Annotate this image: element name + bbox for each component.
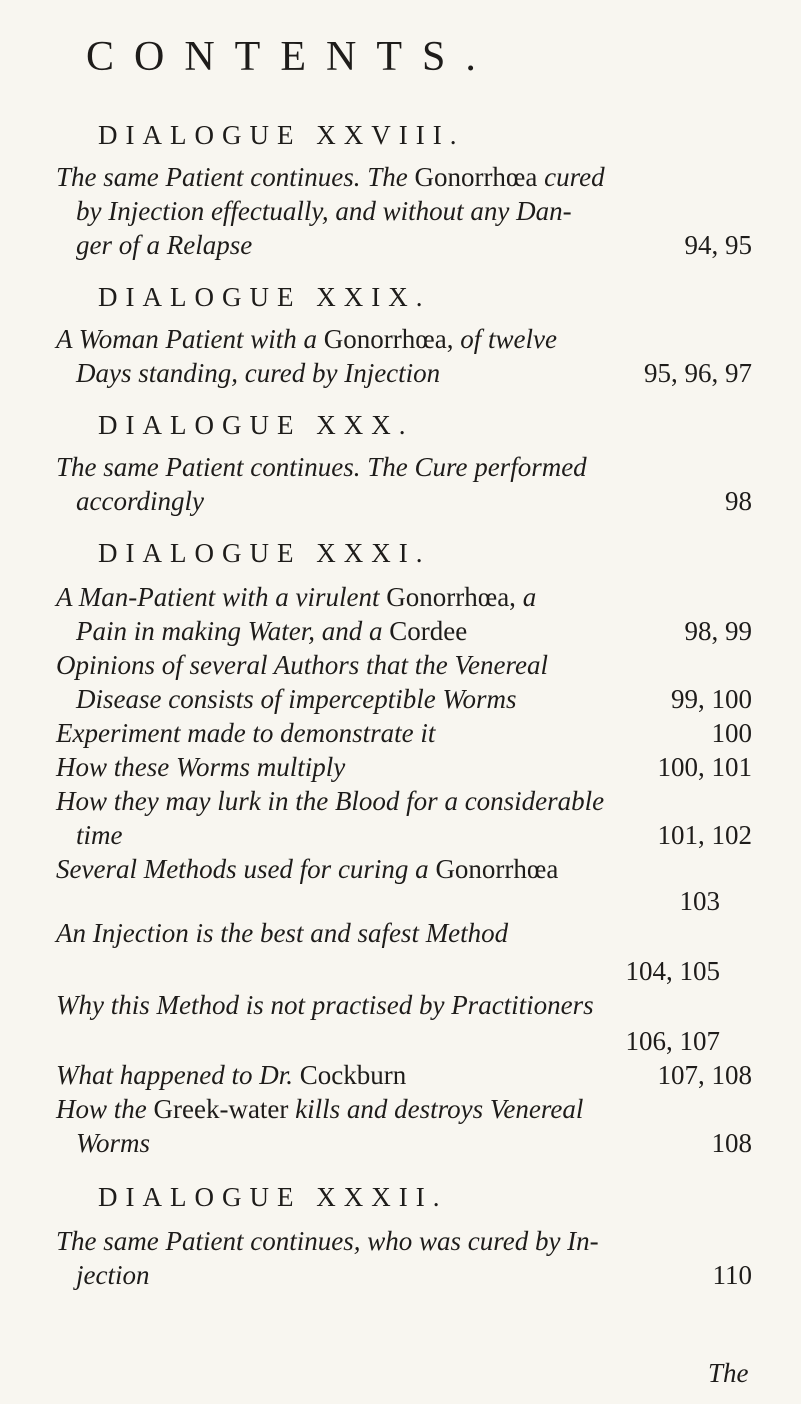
entry-line: A Man-Patient with a virulent Gonorrhœa, a <box>56 582 537 612</box>
page-reference: 94, 95 <box>684 230 752 260</box>
entry-line: How these Worms multiply 100, 101 <box>56 752 752 782</box>
dialogue-heading-xxix: DIALOGUE XXIX. <box>98 282 431 312</box>
page-reference: 108 <box>711 1128 752 1158</box>
dialogue-heading-xxxii: DIALOGUE XXXII. <box>98 1182 448 1212</box>
entry-line: Experiment made to demonstrate it 100 <box>56 718 752 748</box>
dialogue-heading-xxx: DIALOGUE XXX. <box>98 410 414 440</box>
page-reference: 98 <box>725 486 752 516</box>
entry-line: Several Methods used for curing a Gonorrhœa <box>56 854 559 884</box>
entry-line: How they may lurk in the Blood for a considerable <box>56 786 605 816</box>
entry-line: Worms 108 <box>76 1128 752 1158</box>
page-reference: 95, 96, 97 <box>644 358 752 388</box>
entry-line: time 101, 102 <box>76 820 752 850</box>
entry-line: Days standing, cured by Injection 95, 96, 97 <box>76 358 752 388</box>
page-reference: 106, 107 <box>625 1026 720 1056</box>
page-reference: 107, 108 <box>657 1060 752 1090</box>
entry-line: jection 110 <box>76 1260 752 1290</box>
entry-line: accordingly 98 <box>76 486 752 516</box>
entry-line: Disease consists of imperceptible Worms 99, 100 <box>76 684 752 714</box>
entry-line: How the Greek-water kills and destroys Venereal <box>56 1094 584 1124</box>
entry-line: ger of a Relapse 94, 95 <box>76 230 752 260</box>
entry-line: A Woman Patient with a Gonorrhœa, of twelve <box>56 324 557 354</box>
catchword: The <box>708 1358 749 1388</box>
entry-line: The same Patient continues, who was cured by In- <box>56 1226 599 1256</box>
entry-line: An Injection is the best and safest Method <box>56 918 509 948</box>
page-reference: 99, 100 <box>671 684 752 714</box>
page-reference: 103 <box>679 886 720 916</box>
dialogue-heading-xxxi: DIALOGUE XXXI. <box>98 538 431 568</box>
page-reference: 110 <box>712 1260 752 1290</box>
dialogue-heading-xxviii: DIALOGUE XXVIII. <box>98 120 465 150</box>
page-reference: 98, 99 <box>684 616 752 646</box>
page-reference: 101, 102 <box>657 820 752 850</box>
entry-line: The same Patient continues. The Cure performed <box>56 452 587 482</box>
entry-line: Pain in making Water, and a Cordee 98, 99 <box>76 616 752 646</box>
page-reference: 100 <box>711 718 752 748</box>
entry-line: What happened to Dr. Cockburn 107, 108 <box>56 1060 752 1090</box>
entry-line: Opinions of several Authors that the Venereal <box>56 650 548 680</box>
page-reference: 100, 101 <box>657 752 752 782</box>
entry-line: by Injection effectually, and without any Dan- <box>76 196 572 226</box>
entry-line: The same Patient continues. The Gonorrhœa cured <box>56 162 605 192</box>
page-reference: 104, 105 <box>625 956 720 986</box>
page-header: CONTENTS. <box>86 34 496 80</box>
entry-line: Why this Method is not practised by Practitioners <box>56 990 594 1020</box>
